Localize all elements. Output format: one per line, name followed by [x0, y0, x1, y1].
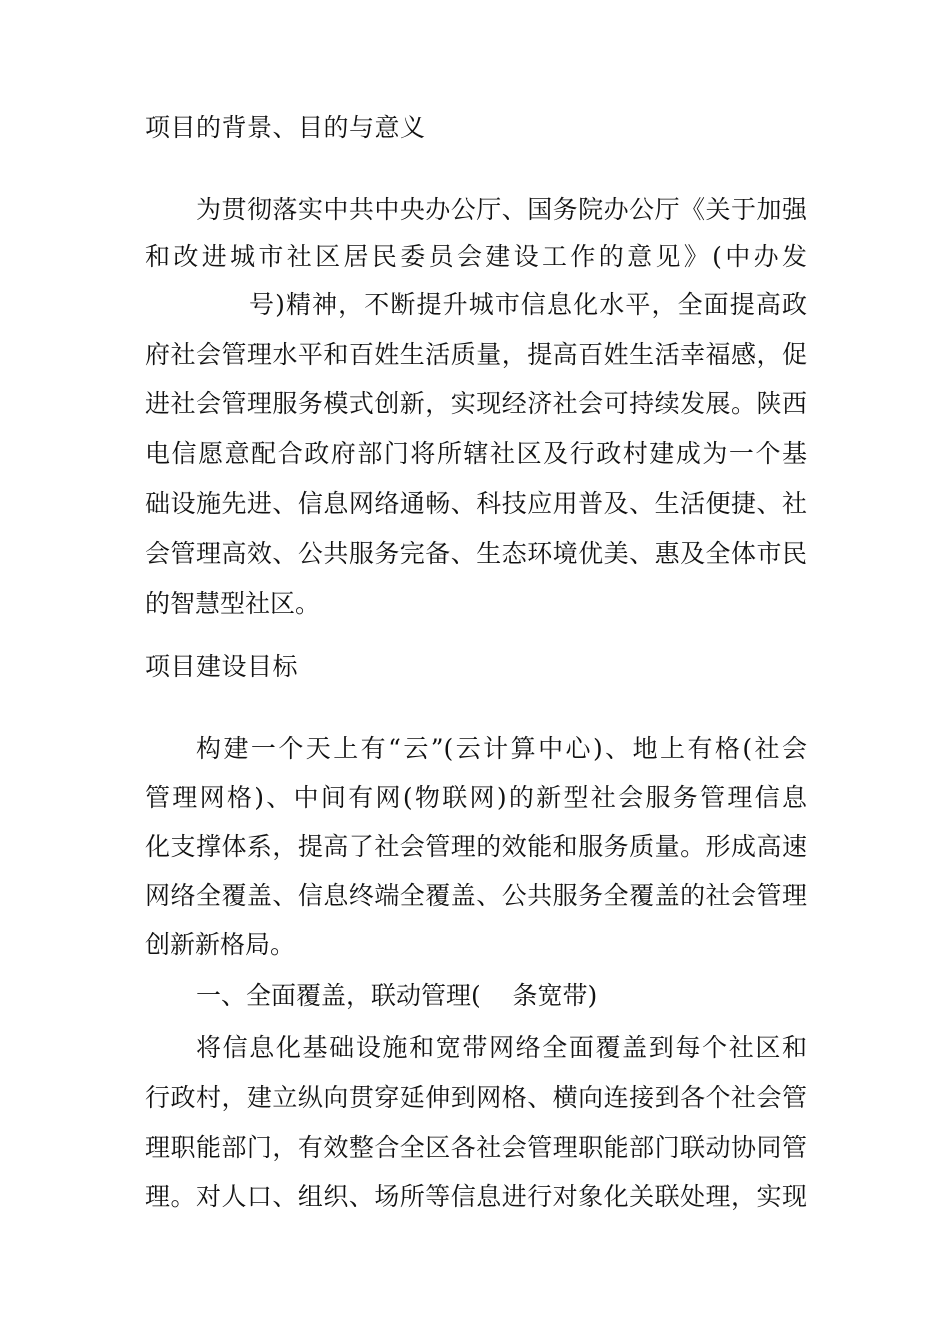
section-heading-goals: 项目建设目标 [145, 652, 299, 681]
paragraph-line: 化支撑体系，提高了社会管理的效能和服务质量。形成高速 [145, 832, 807, 861]
paragraph-line: 创新新格局。 [145, 930, 296, 959]
subheading-coverage: 一、全面覆盖，联动管理( 条宽带) [196, 981, 598, 1010]
paragraph-line: 电信愿意配合政府部门将所辖社区及行政村建成为一个基 [145, 439, 807, 468]
paragraph-line: 管理网格)、中间有网(物联网)的新型社会服务管理信息 [145, 783, 807, 812]
paragraph-line: 网络全覆盖、信息终端全覆盖、公共服务全覆盖的社会管理 [145, 881, 807, 910]
paragraph-line: 础设施先进、信息网络通畅、科技应用普及、生活便捷、社 [145, 489, 807, 518]
paragraph-line: 府社会管理水平和百姓生活质量，提高百姓生活幸福感，促 [145, 340, 807, 369]
paragraph-line: 和改进城市社区居民委员会建设工作的意见》(中办发 [145, 242, 807, 271]
paragraph-line: 理职能部门，有效整合全区各社会管理职能部门联动协同管 [145, 1133, 807, 1162]
paragraph-line: 会管理高效、公共服务完备、生态环境优美、惠及全体市民 [145, 539, 807, 568]
paragraph-line: 行政村，建立纵向贯穿延伸到网格、横向连接到各个社会管 [145, 1083, 807, 1112]
paragraph-line: 号)精神，不断提升城市信息化水平，全面提高政 [249, 290, 807, 319]
paragraph-line: 构建一个天上有“云”(云计算中心)、地上有格(社会 [196, 734, 807, 763]
paragraph-line: 将信息化基础设施和宽带网络全面覆盖到每个社区和 [196, 1033, 807, 1062]
paragraph-line: 为贯彻落实中共中央办公厅、国务院办公厅《关于加强 [196, 195, 807, 224]
paragraph-line: 进社会管理服务模式创新，实现经济社会可持续发展。陕西 [145, 389, 807, 418]
paragraph-line: 理。对人口、组织、场所等信息进行对象化关联处理，实现 [145, 1182, 807, 1211]
section-heading-background: 项目的背景、目的与意义 [145, 113, 426, 142]
paragraph-line: 的智慧型社区。 [145, 589, 321, 618]
